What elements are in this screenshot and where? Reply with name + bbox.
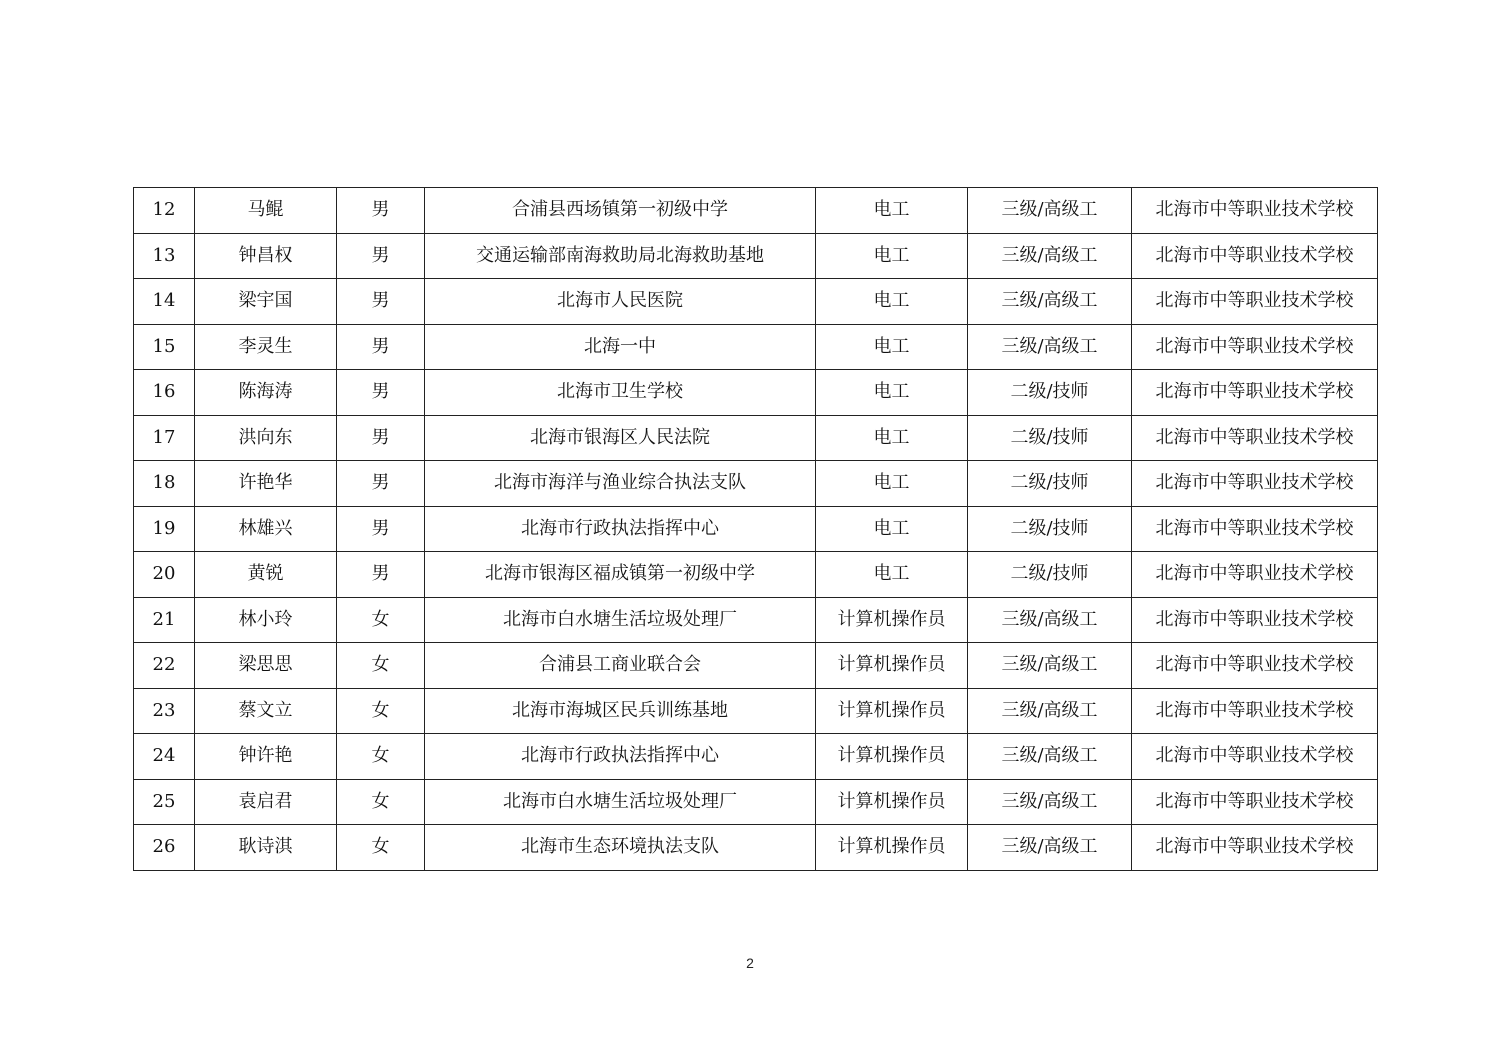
school-cell: 北海市中等职业技术学校 <box>1132 734 1378 780</box>
trade-cell: 电工 <box>816 324 968 370</box>
name-cell: 钟许艳 <box>195 734 337 780</box>
row-number-cell: 19 <box>134 506 195 552</box>
table-row <box>134 779 1378 825</box>
roster-table-body <box>134 188 1378 871</box>
table-row <box>134 415 1378 461</box>
row-number-cell: 12 <box>134 188 195 234</box>
school-cell: 北海市中等职业技术学校 <box>1132 324 1378 370</box>
gender-cell: 女 <box>337 825 425 871</box>
table-row <box>134 734 1378 780</box>
table-row <box>134 188 1378 234</box>
trade-cell: 计算机操作员 <box>816 734 968 780</box>
table-row <box>134 506 1378 552</box>
level-cell: 三级/高级工 <box>968 188 1132 234</box>
name-cell: 陈海涛 <box>195 370 337 416</box>
workplace-cell: 北海市行政执法指挥中心 <box>425 734 816 780</box>
trade-cell: 电工 <box>816 552 968 598</box>
row-number-cell: 17 <box>134 415 195 461</box>
table-row <box>134 643 1378 689</box>
table-row <box>134 825 1378 871</box>
name-cell: 许艳华 <box>195 461 337 507</box>
name-cell: 马鲲 <box>195 188 337 234</box>
level-cell: 二级/技师 <box>968 552 1132 598</box>
row-number-cell: 21 <box>134 597 195 643</box>
level-cell: 二级/技师 <box>968 506 1132 552</box>
row-number-cell: 13 <box>134 233 195 279</box>
name-cell: 洪向东 <box>195 415 337 461</box>
gender-cell: 男 <box>337 506 425 552</box>
trade-cell: 电工 <box>816 233 968 279</box>
table-row <box>134 552 1378 598</box>
table-row <box>134 324 1378 370</box>
row-number-cell: 18 <box>134 461 195 507</box>
name-cell: 蔡文立 <box>195 688 337 734</box>
school-cell: 北海市中等职业技术学校 <box>1132 552 1378 598</box>
gender-cell: 男 <box>337 415 425 461</box>
workplace-cell: 北海一中 <box>425 324 816 370</box>
name-cell: 林小玲 <box>195 597 337 643</box>
gender-cell: 女 <box>337 643 425 689</box>
school-cell: 北海市中等职业技术学校 <box>1132 461 1378 507</box>
row-number-cell: 24 <box>134 734 195 780</box>
level-cell: 二级/技师 <box>968 461 1132 507</box>
school-cell: 北海市中等职业技术学校 <box>1132 643 1378 689</box>
table-row <box>134 597 1378 643</box>
name-cell: 梁宇国 <box>195 279 337 325</box>
school-cell: 北海市中等职业技术学校 <box>1132 779 1378 825</box>
trade-cell: 计算机操作员 <box>816 688 968 734</box>
workplace-cell: 北海市银海区人民法院 <box>425 415 816 461</box>
gender-cell: 男 <box>337 370 425 416</box>
name-cell: 黄锐 <box>195 552 337 598</box>
workplace-cell: 北海市人民医院 <box>425 279 816 325</box>
school-cell: 北海市中等职业技术学校 <box>1132 415 1378 461</box>
school-cell: 北海市中等职业技术学校 <box>1132 597 1378 643</box>
level-cell: 三级/高级工 <box>968 324 1132 370</box>
trade-cell: 电工 <box>816 461 968 507</box>
gender-cell: 男 <box>337 552 425 598</box>
gender-cell: 女 <box>337 597 425 643</box>
table-row <box>134 279 1378 325</box>
trade-cell: 电工 <box>816 279 968 325</box>
gender-cell: 男 <box>337 233 425 279</box>
workplace-cell: 北海市白水塘生活垃圾处理厂 <box>425 597 816 643</box>
gender-cell: 男 <box>337 324 425 370</box>
workplace-cell: 北海市生态环境执法支队 <box>425 825 816 871</box>
level-cell: 三级/高级工 <box>968 279 1132 325</box>
trade-cell: 计算机操作员 <box>816 825 968 871</box>
trade-cell: 计算机操作员 <box>816 643 968 689</box>
gender-cell: 女 <box>337 779 425 825</box>
trade-cell: 计算机操作员 <box>816 779 968 825</box>
workplace-cell: 合浦县西场镇第一初级中学 <box>425 188 816 234</box>
page-number: 2 <box>746 955 754 971</box>
table-row <box>134 370 1378 416</box>
school-cell: 北海市中等职业技术学校 <box>1132 188 1378 234</box>
level-cell: 三级/高级工 <box>968 233 1132 279</box>
name-cell: 袁启君 <box>195 779 337 825</box>
row-number-cell: 26 <box>134 825 195 871</box>
workplace-cell: 北海市海城区民兵训练基地 <box>425 688 816 734</box>
trade-cell: 电工 <box>816 370 968 416</box>
level-cell: 二级/技师 <box>968 415 1132 461</box>
row-number-cell: 16 <box>134 370 195 416</box>
trade-cell: 电工 <box>816 506 968 552</box>
row-number-cell: 20 <box>134 552 195 598</box>
name-cell: 李灵生 <box>195 324 337 370</box>
school-cell: 北海市中等职业技术学校 <box>1132 506 1378 552</box>
gender-cell: 女 <box>337 734 425 780</box>
row-number-cell: 22 <box>134 643 195 689</box>
level-cell: 三级/高级工 <box>968 688 1132 734</box>
level-cell: 三级/高级工 <box>968 643 1132 689</box>
school-cell: 北海市中等职业技术学校 <box>1132 233 1378 279</box>
workplace-cell: 北海市白水塘生活垃圾处理厂 <box>425 779 816 825</box>
gender-cell: 男 <box>337 279 425 325</box>
workplace-cell: 北海市银海区福成镇第一初级中学 <box>425 552 816 598</box>
name-cell: 耿诗淇 <box>195 825 337 871</box>
workplace-cell: 合浦县工商业联合会 <box>425 643 816 689</box>
level-cell: 三级/高级工 <box>968 597 1132 643</box>
gender-cell: 男 <box>337 461 425 507</box>
school-cell: 北海市中等职业技术学校 <box>1132 825 1378 871</box>
trade-cell: 电工 <box>816 415 968 461</box>
row-number-cell: 25 <box>134 779 195 825</box>
school-cell: 北海市中等职业技术学校 <box>1132 688 1378 734</box>
workplace-cell: 北海市卫生学校 <box>425 370 816 416</box>
gender-cell: 男 <box>337 188 425 234</box>
name-cell: 梁思思 <box>195 643 337 689</box>
roster-table <box>133 187 1378 871</box>
level-cell: 三级/高级工 <box>968 779 1132 825</box>
workplace-cell: 北海市行政执法指挥中心 <box>425 506 816 552</box>
level-cell: 三级/高级工 <box>968 734 1132 780</box>
table-row <box>134 688 1378 734</box>
level-cell: 三级/高级工 <box>968 825 1132 871</box>
table-row <box>134 461 1378 507</box>
workplace-cell: 交通运输部南海救助局北海救助基地 <box>425 233 816 279</box>
name-cell: 林雄兴 <box>195 506 337 552</box>
trade-cell: 计算机操作员 <box>816 597 968 643</box>
trade-cell: 电工 <box>816 188 968 234</box>
name-cell: 钟昌权 <box>195 233 337 279</box>
row-number-cell: 14 <box>134 279 195 325</box>
row-number-cell: 15 <box>134 324 195 370</box>
school-cell: 北海市中等职业技术学校 <box>1132 370 1378 416</box>
gender-cell: 女 <box>337 688 425 734</box>
row-number-cell: 23 <box>134 688 195 734</box>
table-row <box>134 233 1378 279</box>
workplace-cell: 北海市海洋与渔业综合执法支队 <box>425 461 816 507</box>
level-cell: 二级/技师 <box>968 370 1132 416</box>
school-cell: 北海市中等职业技术学校 <box>1132 279 1378 325</box>
